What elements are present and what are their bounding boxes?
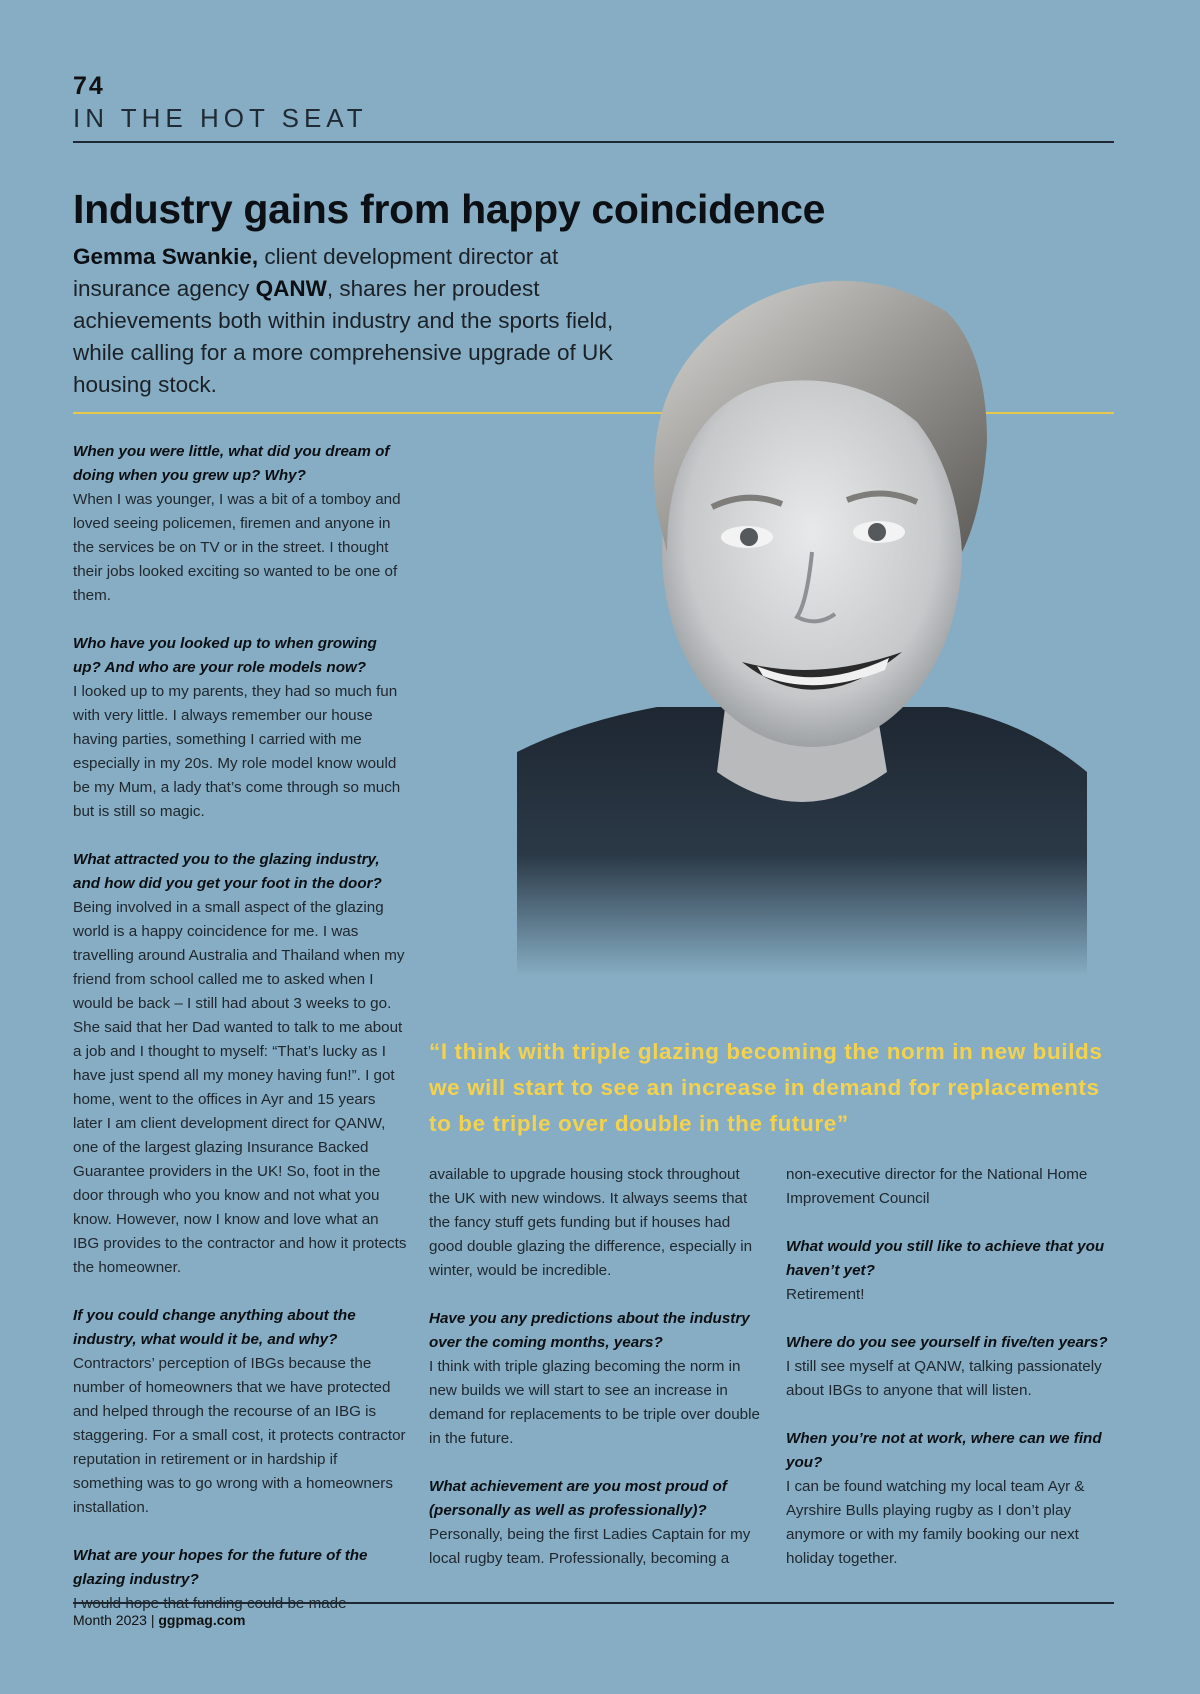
section-title: IN THE HOT SEAT (73, 103, 368, 133)
answer: non-executive director for the National Home Improvement Council (786, 1166, 1088, 1207)
article-headline: Industry gains from happy coincidence (73, 186, 826, 232)
question: If you could change anything about the industry, what would it be, and why? (73, 1307, 356, 1348)
answer: I still see myself at QANW, talking passionately about IBGs to anyone that will listen. (786, 1358, 1102, 1399)
question: When you’re not at work, where can we find you? (786, 1430, 1102, 1471)
answer: available to upgrade housing stock throughout the UK with new windows. It always seems that the fancy stuff gets funding but if houses had good double glazing the difference, especially in winter, would be incredible. (429, 1166, 753, 1279)
answer: Retirement! (786, 1286, 865, 1303)
footer-divider (73, 1602, 1114, 1604)
footer-site-link[interactable]: ggpmag.com (158, 1612, 246, 1628)
answer: Contractors’ perception of IBGs because the number of homeowners that we have protected and helped through the recourse of an IBG is staggering. For a small cost, it protects contractor reputation in retirement or in hardship if something was to go wrong with a homeowners installation. (73, 1355, 406, 1516)
page-number: 74 (73, 72, 105, 100)
article-column-2 (429, 1163, 764, 1595)
article-column-1 (73, 440, 408, 1640)
question: What would you still like to achieve that you haven’t yet? (786, 1238, 1105, 1279)
answer: Personally, being the first Ladies Captain for my local rugby team. Professionally, becoming a (429, 1526, 751, 1567)
article-column-3 (786, 1163, 1116, 1595)
pull-quote: “I think with triple glazing becoming the norm in new builds we will start to see an increase in demand for replacements to be triple over double in the future” (429, 1039, 1103, 1136)
question: What achievement are you most proud of (personally as well as professionally)? (429, 1478, 727, 1519)
qa-block (73, 1304, 408, 1520)
footer (73, 1612, 246, 1628)
qa-block (786, 1331, 1116, 1403)
qa-block (429, 1475, 764, 1571)
question: When you were little, what did you dream of doing when you grew up? Why? (73, 443, 390, 484)
portrait-photo (517, 252, 1087, 976)
answer: I can be found watching my local team Ayr & Ayrshire Bulls playing rugby as I don’t play anymore or with my family booking our next holiday together. (786, 1478, 1085, 1567)
question: What attracted you to the glazing industry, and how did you get your foot in the door? (73, 851, 382, 892)
standfirst-text-1: client development director at insurance agency (73, 244, 559, 301)
qa-block (786, 1163, 1116, 1211)
question: Who have you looked up to when growing up? And who are your role models now? (73, 635, 377, 676)
qa-block (429, 1307, 764, 1451)
qa-block (73, 1544, 408, 1616)
standfirst-name: Gemma Swankie, (73, 244, 259, 269)
qa-block (73, 632, 408, 824)
question: Have you any predictions about the industry over the coming months, years? (429, 1310, 750, 1351)
qa-block (786, 1235, 1116, 1307)
footer-issue: Month 2023 | (73, 1612, 159, 1628)
header-divider (73, 141, 1114, 143)
answer: When I was younger, I was a bit of a tomboy and loved seeing policemen, firemen and anyone in the services be on TV or in the street. I thought their jobs looked exciting so wanted to be one of them. (73, 491, 401, 604)
qa-block (429, 1163, 764, 1283)
qa-block (73, 848, 408, 1280)
question: Where do you see yourself in five/ten years? (786, 1334, 1108, 1351)
answer: I looked up to my parents, they had so much fun with very little. I always remember our house having parties, something I carried with me especially in my 20s. My role model know would be my Mum, a lady that’s come through so much but is still so magic. (73, 683, 401, 820)
answer: Being involved in a small aspect of the glazing world is a happy coincidence for me. I was travelling around Australia and Thailand when my friend from school called me to asked when I would be back – I still had about 3 weeks to go. She said that her Dad wanted to talk to me about a job and I thought to myself: “That’s lucky as I have just spend all my money having fun!”. I got home, went to the offices in Ayr and 15 years later I am client development direct for QANW, one of the largest glazing Insurance Backed Guarantee providers in the UK! So, foot in the door through who you know and not what you know. However, now I know and love what an IBG provides to the contractor and how it protects the homeowner. (73, 899, 407, 1276)
question: What are your hopes for the future of the glazing industry? (73, 1547, 368, 1588)
standfirst-company: QANW (255, 276, 327, 301)
standfirst-text-2: , shares her proudest achievements both within industry and the sports field, while calling for a more comprehensive upgrade of UK housing stock. (73, 276, 614, 397)
qa-block (786, 1427, 1116, 1571)
qa-block (73, 440, 408, 608)
answer: I think with triple glazing becoming the norm in new builds we will start to see an increase in demand for replacements to be triple over double in the future. (429, 1358, 760, 1447)
